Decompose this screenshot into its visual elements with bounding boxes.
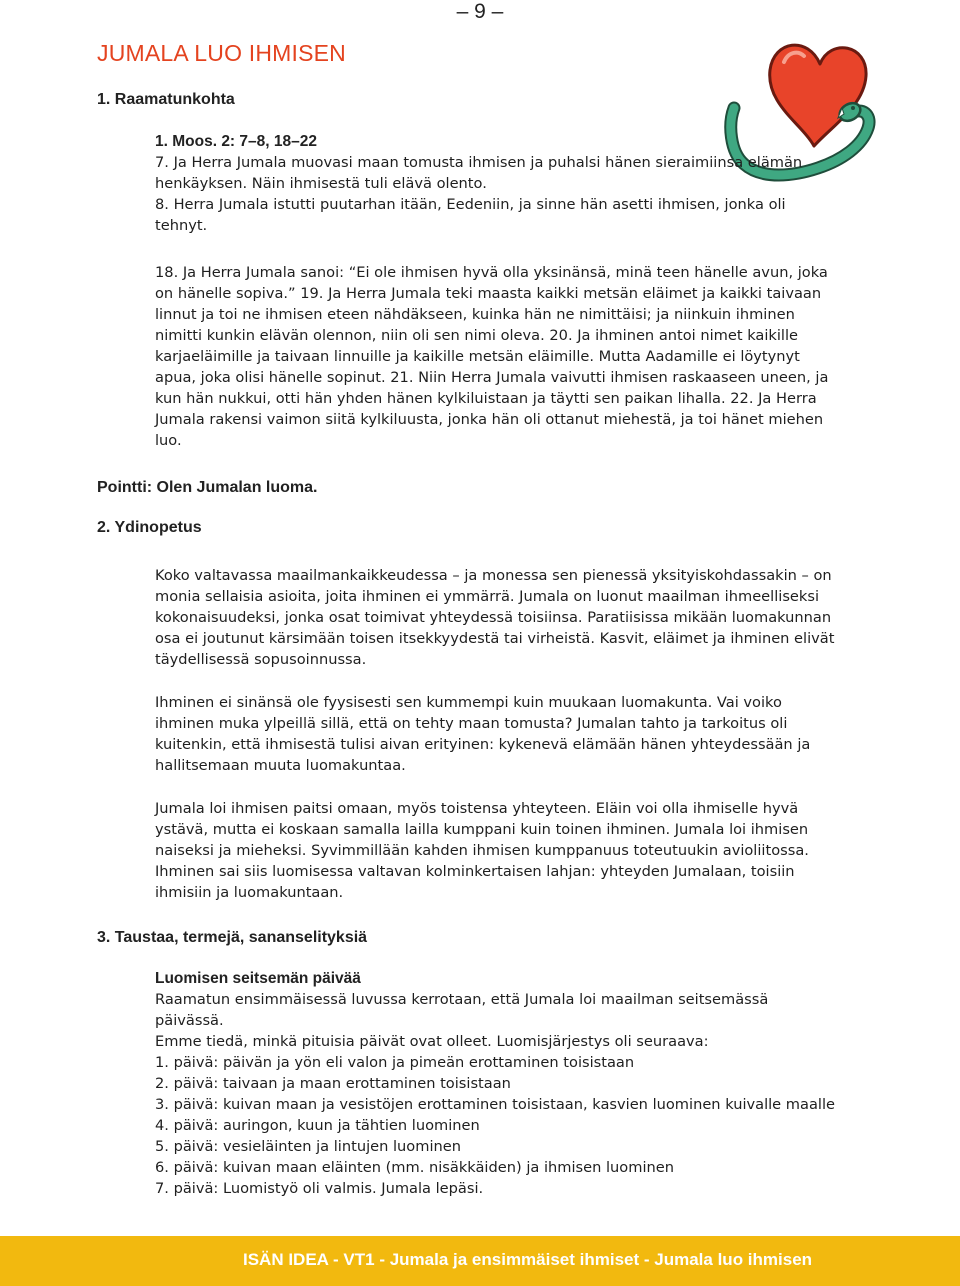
list-item: 6. päivä: kuivan maan eläinten (mm. nisäkkäiden) ja ihmisen luominen [155,1159,674,1176]
list-item: 3. päivä: kuivan maan ja vesistöjen erottaminen toisistaan, kasvien luominen kuivalle maalle [155,1096,835,1113]
page-title: JUMALA LUO IHMISEN [97,40,346,66]
list-item: 5. päivä: vesieläinten ja lintujen luominen [155,1138,461,1155]
scripture-verses-7-8 [155,152,835,236]
list-item: 4. päivä: auringon, kuun ja tähtien luominen [155,1117,480,1134]
section-heading-scripture: 1. Raamatunkohta [97,91,235,108]
core-paragraph-2 [155,692,835,776]
verses-18-22: 18. Ja Herra Jumala sanoi: “Ei ole ihmisen hyvä olla yksinänsä, minä teen hänelle avun, joka on hänelle sopiva.” 19. Ja Herra Jumala teki maasta kaikki metsän eläimet ja kaikki taivaan linnut ja toi ne ihmisen eteen nähdäkseen, kuinka hän ne nimittäisi; ja niinkuin ihminen nimitti kunkin elävän olennon, niin oli sen nimi oleva. 20. Ja ihminen antoi nimet kaikille karjaeläimille ja taivaan linnuille ja kaikille metsän eläimille. Mutta Aadamille ei löytynyt apua, joka olisi hänelle sopinut. 21. Niin Herra Jumala vaivutti ihmisen raskaaseen uneen, ja kun hän nukkui, otti hän yhden hänen kylkiluistaan ja täytti sen paikan lihalla. 22. Ja Herra Jumala rakensi vaimon siitä kylkiluusta, jonka hän oli ottanut miehestä, ja toi hänet miehen luo. [155,264,829,449]
core-paragraph-3 [155,798,835,903]
point-statement: Pointti: Olen Jumalan luoma. [97,479,318,496]
creation-days-section [155,968,835,1199]
scripture-verses-18-22 [155,262,835,451]
list-item: 2. päivä: taivaan ja maan erottaminen toisistaan [155,1075,511,1092]
verse-8: 8. Herra Jumala istutti puutarhan itään, Eedeniin, ja sinne hän asetti ihmisen, jonka oli tehnyt. [155,196,786,234]
section-heading-background: 3. Taustaa, termejä, sananselityksiä [97,929,368,946]
bible-reference: 1. Moos. 2: 7–8, 18–22 [155,133,317,150]
list-item: 1. päivä: päivän ja yön eli valon ja pimeän erottaminen toisistaan [155,1054,635,1071]
page-number: – 9 – [456,0,504,23]
subheading-seven-days: Luomisen seitsemän päivää [155,970,361,987]
paragraph-text: Jumala loi ihmisen paitsi omaan, myös toistensa yhteyteen. Eläin voi olla ihmiselle hyvä ystävä, mutta ei koskaan samalla lailla kumppani kuin toinen ihminen. Jumala loi ihmisen naiseksi ja mieheksi. Syvimmillään kahden ihmisen kumppanuus toteutuukin avioliitossa. Ihminen sai siis luomisessa valtavan kolminkertaisen lahjan: yhteyden Jumalaan, toisiin ihmisiin ja luomakuntaan. [155,800,809,901]
list-item: 7. päivä: Luomistyö oli valmis. Jumala lepäsi. [155,1180,484,1197]
creation-intro: Raamatun ensimmäisessä luvussa kerrotaan, että Jumala loi maailman seitsemässä päivässä. [155,991,769,1029]
core-paragraph-1 [155,565,835,670]
paragraph-text: Koko valtavassa maailmankaikkeudessa – ja monessa sen pienessä yksityiskohdassakin – on monia sellaisia asioita, joita ihminen ei ymmärrä. Jumala on luonut maailman ihmeelliseksi kokonaisuudeksi, jonka osat toimivat yhteydessä toisiinsa. Paratiisissa mikään luomakunnan osa ei joutunut kärsimään toisen itsekkyydestä tai virheistä. Kasvit, eläimet ja ihminen elivät täydellisessä sopusoinnussa. [155,567,835,668]
footer-text: ISÄN IDEA - VT1 - Jumala ja ensimmäiset ihmiset - Jumala luo ihmisen [243,1250,813,1269]
paragraph-text: Ihminen ei sinänsä ole fyysisesti sen kummempi kuin muukaan luomakunta. Vai voiko ihminen muka ylpeillä sillä, että on tehty maan tomusta? Jumalan tahto ja tarkoitus oli kuitenkin, että ihmisestä tulisi aivan erityinen: kykenevä elämään hänen yhteydessään ja hallitsemaan muuta luomakuntaa. [155,694,811,774]
creation-days-list [155,1052,835,1199]
footer-bar [0,1236,960,1286]
creation-lead: Emme tiedä, minkä pituisia päivät ovat olleet. Luomisjärjestys oli seuraava: [155,1033,709,1050]
verse-7: 7. Ja Herra Jumala muovasi maan tomusta ihmisen ja puhalsi hänen sieraimiinsa elämän henkäyksen. Näin ihmisestä tuli elävä olento. [155,154,803,192]
section-heading-core-teaching: 2. Ydinopetus [97,519,202,536]
